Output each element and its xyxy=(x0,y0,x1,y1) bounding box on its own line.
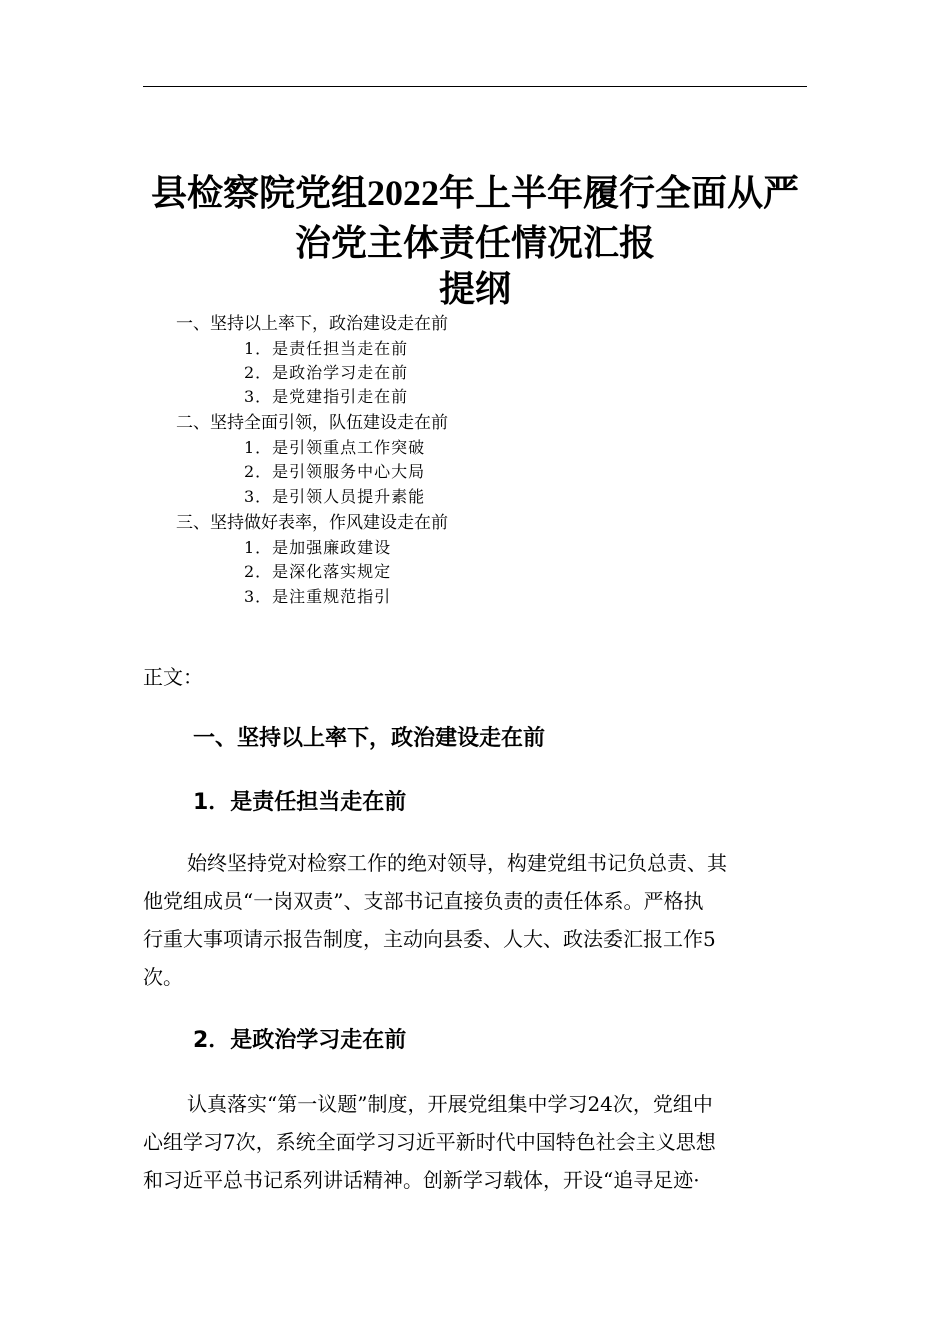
body-label: 正文： xyxy=(143,665,203,689)
outline-item: 1．是加强廉政建设 xyxy=(244,538,392,557)
subsection-heading: 1．是责任担当走在前 xyxy=(193,790,407,815)
outline-item: 2．是深化落实规定 xyxy=(244,562,392,581)
paragraph-1 xyxy=(143,844,807,996)
paragraph-2 xyxy=(143,1085,807,1199)
outline-item: 3．是党建指引走在前 xyxy=(244,387,409,406)
paragraph-line: 他党组成员“一岗双责”、支部书记直接负责的责任体系。严格执 xyxy=(143,889,704,913)
document-title-line-1: 县检察院党组2022年上半年履行全面从严 xyxy=(150,173,799,213)
paragraph-line: 认真落实“第一议题”制度，开展党组集中学习24次，党组中 xyxy=(187,1092,713,1116)
paragraph-line: 次。 xyxy=(143,965,183,989)
paragraph-line: 始终坚持党对检察工作的绝对领导，构建党组书记负总责、其 xyxy=(187,851,727,875)
outline-item: 3．是注重规范指引 xyxy=(244,587,392,606)
header-rule xyxy=(143,86,807,87)
subsection-heading: 2．是政治学习走在前 xyxy=(193,1028,407,1053)
paragraph-line: 行重大事项请示报告制度，主动向县委、人大、政法委汇报工作5 xyxy=(143,927,716,951)
outline-heading-2: 二、坚持全面引领，队伍建设走在前 xyxy=(176,413,448,433)
outline-item: 1．是引领重点工作突破 xyxy=(244,438,426,457)
outline-item: 3．是引领人员提升素能 xyxy=(244,487,426,506)
outline-heading-3: 三、坚持做好表率，作风建设走在前 xyxy=(176,513,448,533)
document-title-line-2: 治党主体责任情况汇报 xyxy=(294,223,655,263)
outline-item: 2．是政治学习走在前 xyxy=(244,363,409,382)
outline-item: 1．是责任担当走在前 xyxy=(244,339,409,358)
outline-item: 2．是引领服务中心大局 xyxy=(244,462,426,481)
paragraph-line: 心组学习7次，系统全面学习习近平新时代中国特色社会主义思想 xyxy=(143,1130,716,1154)
section-heading: 一、坚持以上率下，政治建设走在前 xyxy=(193,726,546,751)
outline-heading-1: 一、坚持以上率下，政治建设走在前 xyxy=(176,314,448,334)
paragraph-line: 和习近平总书记系列讲话精神。创新学习载体，开设“追寻足迹· xyxy=(143,1168,700,1192)
document-subtitle: 提纲 xyxy=(438,269,511,309)
